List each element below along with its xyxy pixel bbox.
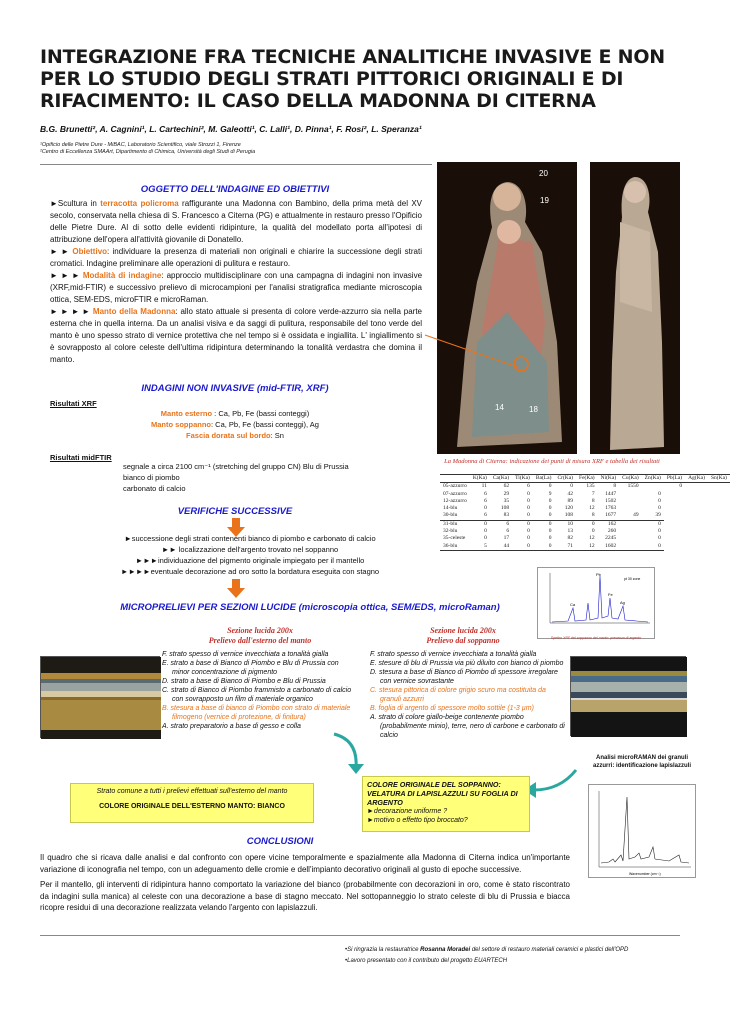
- table-cell: 0: [533, 520, 555, 528]
- table-cell: 0: [548, 528, 552, 535]
- arrow-down-icon: [227, 588, 245, 598]
- table-header-cell: Ca(Ka): [490, 475, 512, 483]
- layer-item: E. stesure di blu di Prussia via più diluito con bianco di piombo: [370, 660, 564, 667]
- table-cell: 6: [527, 483, 530, 490]
- left-cross-section-image: [40, 656, 160, 738]
- table-cell: 35-celeste: [443, 535, 466, 542]
- right-section-title: Sezione lucida 200x Prelievo dal soppanno: [426, 626, 500, 645]
- table-cell: 35: [503, 497, 510, 504]
- madonna-side-photo: [590, 162, 680, 454]
- table-cell: 13: [567, 528, 574, 535]
- table-row: [440, 498, 730, 505]
- table-cell: 108: [564, 512, 574, 519]
- layer-item: B. foglia di argento di spessore molto sottile (1-3 µm): [370, 705, 534, 712]
- table-cell: 71: [554, 543, 576, 551]
- table-header-cell: K(Ka): [470, 475, 490, 483]
- peak-label: Ca: [570, 602, 576, 607]
- table-cell: 82: [567, 535, 574, 542]
- divider: [40, 164, 432, 165]
- table-cell: 0: [548, 505, 552, 512]
- layer-item: A. strato di colore giallo-beige contenente piombo (probabilmente minio), terre, nero di carbone e carbonato di calcio: [370, 714, 565, 739]
- table-cell: 12: [589, 505, 595, 512]
- inset-caption: Spettro XRF del soppanno del manto: presenza di argento: [550, 636, 642, 640]
- table-cell: 12: [589, 535, 595, 542]
- xrf-results-label: Risultati XRF: [50, 399, 97, 408]
- table-cell: [619, 505, 642, 512]
- layer-item: F. strato spesso di vernice invecchiata a tonalità gialla: [370, 651, 537, 658]
- left-section-title: Sezione lucida 200x Prelievo dall'esterno del manto: [208, 626, 312, 645]
- layer-item: F. strato spesso di vernice invecchiata a tonalità gialla: [162, 651, 329, 658]
- table-header-cell: [440, 475, 470, 483]
- table-cell: 1602: [598, 543, 620, 551]
- raman-title: Analisi microRAMAN dei granuli azzurri: identificazione lapislazzuli: [592, 755, 692, 769]
- table-cell: 0: [548, 497, 552, 504]
- footer-divider: [40, 935, 680, 936]
- table-cell: 8: [591, 512, 595, 519]
- table-cell: 49: [633, 512, 639, 519]
- table-cell: [619, 520, 642, 528]
- table-header-cell: Sn(Ka): [708, 475, 730, 483]
- table-cell: 0: [470, 520, 490, 528]
- layer-item: A. strato preparatorio a base di gesso e colla: [162, 723, 301, 730]
- table-header-cell: Cu(Ka): [619, 475, 642, 483]
- ftir-results: segnale a circa 2100 cm⁻¹ (stretching del gruppo CN) Blu di Prussia bianco di piombo carbonato di calcio: [123, 462, 349, 493]
- table-cell: [619, 491, 642, 498]
- table-header-cell: Fe(Ka): [576, 475, 598, 483]
- table-cell: 0: [527, 497, 530, 504]
- table-cell: 1550: [627, 483, 639, 490]
- point-label: 19: [540, 196, 549, 205]
- table-header-cell: Ni(Ka): [598, 475, 620, 483]
- table-cell: 12: [576, 543, 598, 551]
- table-cell: 0: [527, 528, 530, 535]
- table-cell: 9: [548, 490, 552, 497]
- left-layers-list: [162, 650, 358, 731]
- pointer-line: [420, 330, 550, 370]
- table-cell: 1447: [605, 490, 617, 497]
- layer-item: C. stesura pittorica di colore grigio scuro ma costituita da granuli azzurri: [370, 687, 546, 703]
- table-header-cell: Pb(La): [664, 475, 685, 483]
- table-row: [440, 491, 730, 498]
- point-label: 20: [539, 169, 548, 178]
- objectives-heading: OGGETTO DELL'INDAGINE ED OBIETTIVI: [140, 184, 330, 195]
- madonna-front-photo: [437, 162, 577, 454]
- table-cell: [619, 498, 642, 505]
- left-conclusion-box: Strato comune a tutti i prelievi effettuati sull'esterno del manto COLORE ORIGINALE DELL'ESTERNO MANTO: BIANCO: [70, 783, 314, 823]
- table-cell: 0: [658, 535, 661, 542]
- table-cell: 31-blu: [440, 520, 470, 528]
- table-cell: 10: [554, 520, 576, 528]
- xrf-results: Manto esterno : Ca, Pb, Fe (bassi conteggi) Manto soppanno: Ca, Pb, Fe (bassi conteggi), Ag Fascia dorata sul bordo: Sn: [151, 409, 319, 440]
- table-cell: 83: [503, 512, 510, 519]
- table-cell: 0: [527, 505, 530, 512]
- table-row: [440, 483, 730, 491]
- table-cell: 6: [506, 528, 510, 535]
- table-cell: 1763: [605, 505, 617, 512]
- point-label: 18: [529, 405, 538, 414]
- objectives-text: ►Scultura in terracotta policroma raffigurante una Madonna con Bambino, della prima metà del XV secolo, conservata nella chiesa di S. Francesco a Citerna (PG) e attualmente in restauro presso l'Opificio delle Pietre Dure. Al di sotto delle evidenti ridipinture, la qualità del modellato porta all'ipotesi di attribuzione dell'opera all'attività giovanile di Donatello. ► ► Obiettivo: individuare la presenza di materiali non originali e chiarire la successione degli strati cromatici. Indagine preliminare alle operazioni di pulitura e restauro. ► ► ► Modalità di indagine: approccio multidisciplinare con una campagna di indagini non invasive (XRF,mid-FTIR) e successivo prelievo di microcampioni per l'analisi stratigrafica mediante microscopia ottica, SEM-EDS, microFTIR e microRaman. ► ► ► ► Manto della Madonna: allo stato attuale si presenta di colore verde-azzurro sia nella parte esterna che in quella interna. Da un analisi visiva e da saggi di pulitura, responsabile del tono verde del manto è uno spesso strato di vernice protettiva che nel tempo si è ossidata e ingiallita. L' ingiallimento si è sovrapposto al colore celeste dell'ultima ridipintura determinando la tonalità verdastra che domina il manto.: [50, 199, 423, 364]
- table-cell: 5: [470, 543, 490, 551]
- table-cell: [619, 535, 642, 542]
- layer-item: E. strato a base di Bianco di Piombo e Blu di Prussia con minor concentrazione di pigmento: [162, 660, 339, 676]
- table-cell: 0: [527, 535, 530, 542]
- peak-label: Pb: [596, 572, 601, 577]
- table-cell: 42: [567, 490, 574, 497]
- table-cell: 0: [570, 483, 574, 490]
- table-header-cell: Cr(Ka): [554, 475, 576, 483]
- conclusions-text: Il quadro che si ricava dalle analisi e dal confronto con opere vicine temporalmente e spazialmente alla Madonna di Citerna indica un'importante variazione di iconografia nel tempo, con un adeguamento delle cromie e dell'impianto decorativo originali al gusto di epoche successive. Per il mantello, gli interventi di ridipintura hanno comportato la variazione del bianco (probabilmente con decorazioni in oro, come è stato riscontrato da indagini sulla manica) al celeste con una decorazione a base di stagno meccato. Nel sottopanneggio lo strato celeste di blu di Prussia e biacca ricopre residui di una decorazione realizzata velando l'argento con lapislazzuli.: [40, 853, 570, 912]
- table-cell: 6: [484, 490, 487, 497]
- table-cell: [642, 483, 664, 491]
- table-cell: 0: [484, 505, 487, 512]
- table-cell: 30-blu: [443, 512, 458, 519]
- table-row: [440, 512, 730, 520]
- table-cell: 0: [548, 512, 552, 519]
- table-cell: 17: [503, 535, 510, 542]
- peak-label: Fe: [608, 592, 613, 597]
- table-cell: 11: [481, 483, 487, 490]
- point-label: 14: [495, 403, 504, 412]
- xrf-table: [440, 474, 730, 551]
- table-cell: 7: [591, 490, 595, 497]
- curved-arrow-icon: [330, 730, 370, 776]
- table-cell: 32-blu: [443, 528, 458, 535]
- legend-label: pt 30 zone: [624, 577, 641, 581]
- verifiche-heading: VERIFICHE SUCCESSIVE: [177, 506, 293, 517]
- conclusions-heading: CONCLUSIONI: [246, 836, 314, 847]
- table-row: [440, 543, 730, 551]
- table-header-cell: Ba(La): [533, 475, 555, 483]
- table-cell: 12-azzurro: [443, 497, 467, 504]
- noninvasive-heading: INDAGINI NON INVASIVE (mid-FTIR, XRF): [141, 383, 329, 394]
- layer-item: C. strato di Bianco di Piombo frammisto a carbonato di calcio con sovrapposto un film di materiale organico: [162, 687, 352, 703]
- table-cell: 0: [658, 497, 661, 504]
- table-cell: 89: [567, 497, 574, 504]
- table-header-cell: Zn(Ka): [642, 475, 664, 483]
- table-cell: 6: [490, 520, 512, 528]
- table-cell: 0: [484, 528, 487, 535]
- table-row: [440, 535, 730, 542]
- table-cell: 44: [490, 543, 512, 551]
- footnote-2: •Lavoro presentato con il contributo del progetto EUARTECH: [345, 958, 508, 964]
- table-cell: 62: [503, 483, 510, 490]
- layer-item: D. stesura a base di Bianco di Piombo di spessore irregolare con vernice sovrastante: [370, 669, 558, 685]
- ftir-results-label: Risultati midFTIR: [50, 453, 112, 462]
- table-cell: 0: [658, 505, 661, 512]
- photo-caption: La Madonna di Citerna: indicazione dei punti di misura XRF e tabella dei risultati: [444, 458, 660, 465]
- xrf-spectrum-inset: [537, 567, 655, 639]
- authors: B.G. Brunetti², A. Cagnini¹, L. Cartechini², M. Galeotti¹, C. Lalli¹, D. Pinna¹, F. Rosi², L. Speranza¹: [40, 124, 422, 134]
- table-cell: 0: [512, 520, 533, 528]
- page-title: INTEGRAZIONE FRA TECNICHE ANALITICHE INVASIVE E NON PER LO STUDIO DEGLI STRATI PITTORICI ORIGINALI E DI RIFACIMENTO: IL CASO DELLA MADONNA DI CITERNA: [40, 46, 666, 112]
- table-cell: 0: [548, 483, 552, 490]
- raman-spectrum: [588, 784, 696, 878]
- table-cell: 0: [591, 528, 595, 535]
- table-cell: [619, 543, 642, 551]
- table-cell: [619, 528, 642, 535]
- right-conclusion-box: COLORE ORIGINALE DEL SOPPANNO: VELATURA DI LAPISLAZZULI SU FOGLIA DI ARGENTO ►decorazione uniforme ? ►motivo o effetto tipo broccato?: [362, 776, 530, 832]
- arrow-down-icon: [232, 518, 240, 527]
- table-cell: 0: [642, 520, 664, 528]
- table-cell: 260: [607, 528, 617, 535]
- layer-item: D. strato a base di Bianco di Piombo e Blu di Prussia: [162, 678, 326, 685]
- table-header-row: [440, 475, 730, 483]
- table-row: [440, 528, 730, 535]
- table-cell: 6: [484, 512, 487, 519]
- affiliation-1: ¹Opificio delle Pietre Dure - MiBAC, Laboratorio Scientifico, viale Strozzi 1, Firenze: [40, 142, 241, 148]
- table-cell: 0: [484, 535, 487, 542]
- table-cell: 1677: [605, 512, 617, 519]
- table-cell: 14-blu: [443, 505, 458, 512]
- table-row: [440, 520, 730, 528]
- table-cell: 0: [533, 543, 555, 551]
- table-cell: 1502: [605, 497, 617, 504]
- table-cell: 29: [503, 490, 510, 497]
- table-header-cell: Ti(Ka): [512, 475, 533, 483]
- table-row: [440, 505, 730, 512]
- layer-item: B. stesura a base di bianco di Piombo con strato di materiale filmogeno (vernice di protezione, di finitura): [162, 705, 351, 721]
- raman-xlabel: Wavenumber (cm⁻¹): [629, 872, 661, 876]
- table-header-cell: Ag(Ka): [685, 475, 708, 483]
- table-cell: 6: [484, 497, 487, 504]
- table-cell: 8: [613, 483, 617, 490]
- right-cross-section-image: [570, 656, 686, 736]
- table-cell: 135: [586, 483, 595, 490]
- table-cell: 108: [500, 505, 510, 512]
- table-cell: 0: [512, 543, 533, 551]
- table-cell: 0: [679, 483, 683, 490]
- footnote-1: •Si ringrazia la restauratrice Rosanna Moradei del settore di restauro materiali ceramici e plastici dell'OPD: [345, 947, 629, 953]
- micro-heading: MICROPRELIEVI PER SEZIONI LUCIDE (microscopia ottica, SEM/EDS, microRaman): [120, 602, 500, 613]
- table-cell: 39: [655, 512, 661, 519]
- verifiche-list: ►successione degli strati contenenti bianco di piombo e carbonato di calcio ►► localizzazione dell'argento trovato nel soppanno ►►►individuazione del pigmento originale impiegato per il mantello ►►►►eventuale decorazione ad oro sotto la bordatura eseguita con stagno: [120, 534, 380, 576]
- table-cell: 0: [527, 490, 530, 497]
- table-cell: 05-azzurro: [443, 483, 467, 490]
- table-cell: 162: [598, 520, 620, 528]
- table-cell: 0: [527, 512, 530, 519]
- table-cell: 0: [642, 543, 664, 551]
- table-cell: 0: [658, 528, 661, 535]
- table-cell: 0: [548, 535, 552, 542]
- table-cell: 120: [564, 505, 574, 512]
- table-cell: 0: [576, 520, 598, 528]
- table-cell: 07-azzurro: [443, 490, 467, 497]
- table-cell: 36-blu: [440, 543, 470, 551]
- arrow-down-icon: [232, 579, 240, 588]
- peak-label: Ag: [620, 600, 625, 605]
- table-cell: 0: [658, 490, 661, 497]
- right-layers-list: [370, 650, 566, 740]
- table-cell: 8: [591, 497, 595, 504]
- affiliation-2: ²Centro di Eccellenza SMAArt, Dipartimento di Chimica, Università degli Studi di Perugia: [40, 149, 256, 155]
- table-cell: 2245: [605, 535, 617, 542]
